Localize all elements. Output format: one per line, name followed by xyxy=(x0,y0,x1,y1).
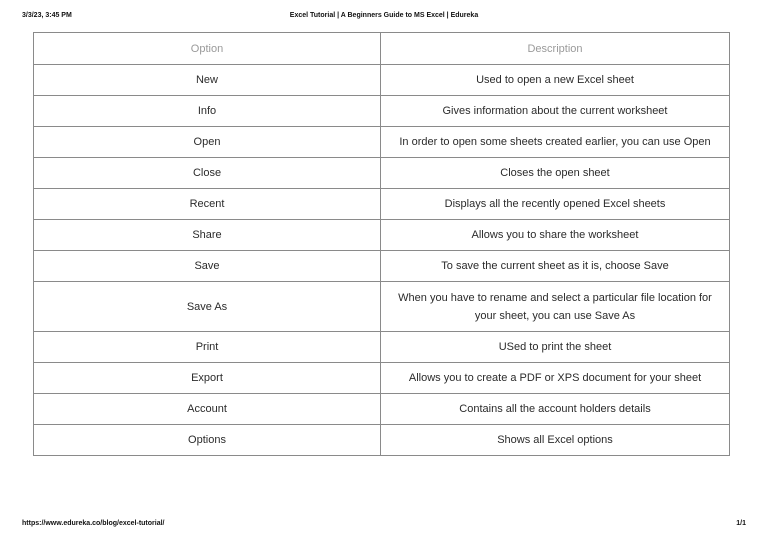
table-row xyxy=(34,158,730,189)
description-cell: USed to print the sheet xyxy=(381,332,730,363)
description-cell: When you have to rename and select a particular file location for your sheet, you can use Save As xyxy=(381,282,730,332)
table-row xyxy=(34,127,730,158)
description-cell: Contains all the account holders details xyxy=(381,394,730,425)
description-cell: Allows you to share the worksheet xyxy=(381,220,730,251)
option-cell: Share xyxy=(34,220,381,251)
option-cell: New xyxy=(34,65,381,96)
source-url: https://www.edureka.co/blog/excel-tutorial/ xyxy=(22,520,165,527)
description-cell: Used to open a new Excel sheet xyxy=(381,65,730,96)
table-row xyxy=(34,220,730,251)
table-row xyxy=(34,96,730,127)
option-cell: Export xyxy=(34,363,381,394)
option-cell: Save xyxy=(34,251,381,282)
column-header-option: Option xyxy=(34,33,381,65)
table-row xyxy=(34,425,730,456)
table-row xyxy=(34,65,730,96)
print-datetime: 3/3/23, 3:45 PM xyxy=(22,12,72,19)
option-cell: Open xyxy=(34,127,381,158)
description-cell: Allows you to create a PDF or XPS document for your sheet xyxy=(381,363,730,394)
table-row xyxy=(34,394,730,425)
table-header-row xyxy=(34,33,730,65)
table-row xyxy=(34,282,730,332)
page-number: 1/1 xyxy=(736,520,746,527)
description-cell: To save the current sheet as it is, choose Save xyxy=(381,251,730,282)
table-row xyxy=(34,332,730,363)
page-title: Excel Tutorial | A Beginners Guide to MS Excel | Edureka xyxy=(289,12,479,19)
option-cell: Save As xyxy=(34,282,381,332)
option-cell: Account xyxy=(34,394,381,425)
description-cell: Displays all the recently opened Excel sheets xyxy=(381,189,730,220)
description-cell: In order to open some sheets created earlier, you can use Open xyxy=(381,127,730,158)
table-row xyxy=(34,189,730,220)
option-cell: Recent xyxy=(34,189,381,220)
description-cell: Closes the open sheet xyxy=(381,158,730,189)
option-cell: Info xyxy=(34,96,381,127)
table-row xyxy=(34,363,730,394)
column-header-description: Description xyxy=(381,33,730,65)
option-cell: Options xyxy=(34,425,381,456)
description-cell: Shows all Excel options xyxy=(381,425,730,456)
option-cell: Close xyxy=(34,158,381,189)
option-cell: Print xyxy=(34,332,381,363)
table-row xyxy=(34,251,730,282)
description-cell: Gives information about the current worksheet xyxy=(381,96,730,127)
options-table xyxy=(33,32,730,456)
